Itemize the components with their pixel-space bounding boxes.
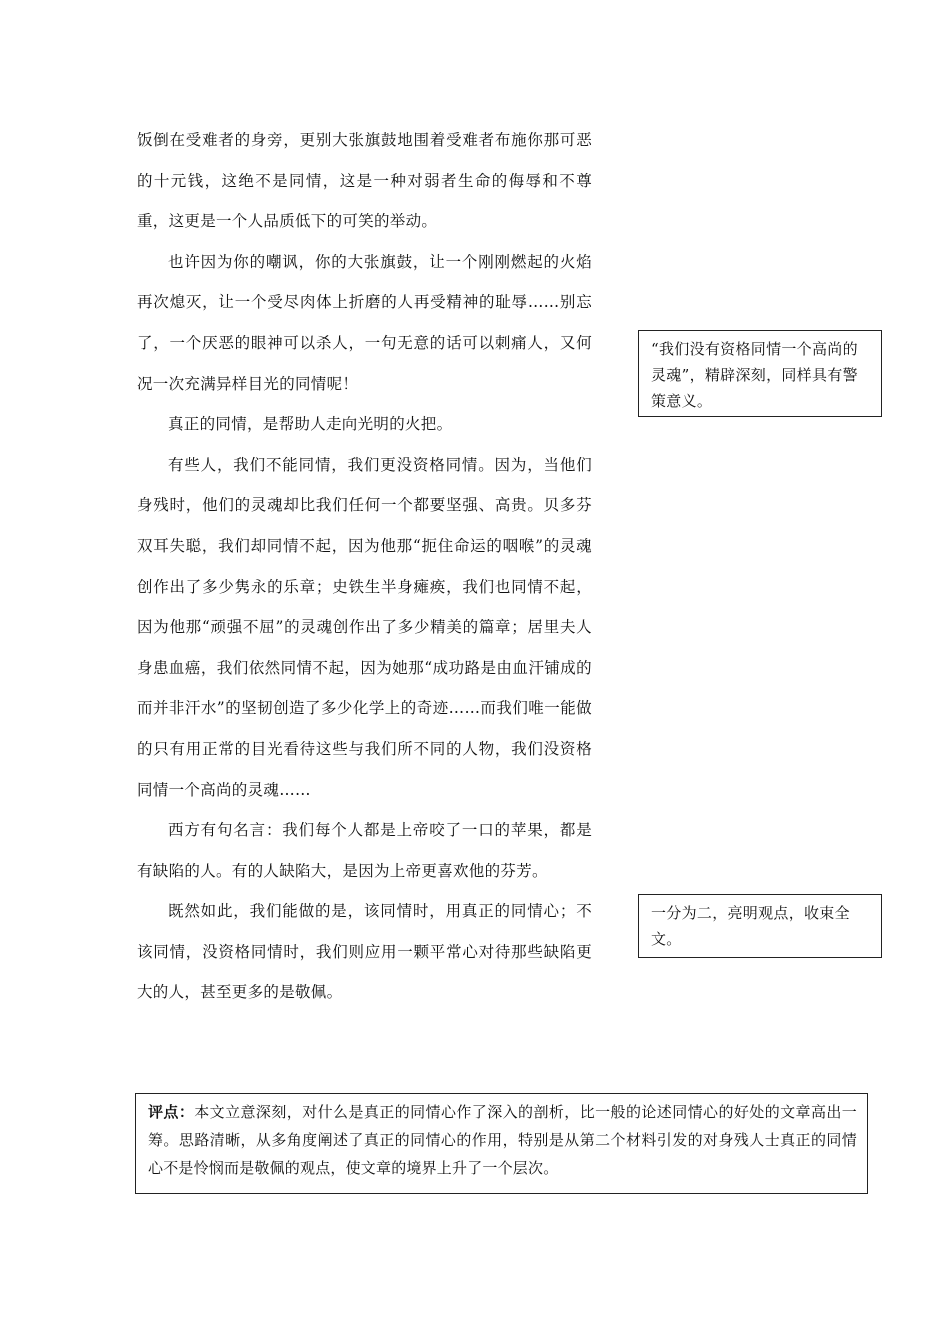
commentary-text: 本文立意深刻，对什么是真正的同情心作了深入的剖析，比一般的论述同情心的好处的文章高出一筹。思路清晰，从多角度阐述了真正的同情心的作用，特别是从第二个材料引发的对身残人士真正的同情心不是怜悯而是敬佩的观点，使文章的境界上升了一个层次。 bbox=[148, 1103, 857, 1177]
essay-paragraph: 既然如此，我们能做的是，该同情时，用真正的同情心；不该同情，没资格同情时，我们则应用一颗平常心对待那些缺陷更大的人，甚至更多的是敬佩。 bbox=[137, 902, 592, 1002]
essay-paragraph: 饭倒在受难者的身旁，更别大张旗鼓地围着受难者布施你那可恶的十元钱，这绝不是同情，这是一种对弱者生命的侮辱和不尊重，这更是一个人品质低下的可笑的举动。 bbox=[137, 131, 592, 231]
essay-paragraph: 西方有句名言：我们每个人都是上帝咬了一口的苹果，都是有缺陷的人。有的人缺陷大，是因为上帝更喜欢他的芬芳。 bbox=[137, 821, 592, 880]
essay-paragraph: 也许因为你的嘲讽，你的大张旗鼓，让一个刚刚燃起的火焰再次熄灭，让一个受尽肉体上折磨的人再受精神的耻辱……别忘了，一个厌恶的眼神可以杀人，一句无意的话可以刺痛人，又何况一次充满异样目光的同情呢！ bbox=[137, 252, 592, 393]
essay-body bbox=[137, 120, 592, 1013]
commentary-label: 评点： bbox=[148, 1103, 195, 1121]
essay-paragraph: 有些人，我们不能同情，我们更没资格同情。因为，当他们身残时，他们的灵魂却比我们任何一个都要坚强、高贵。贝多芬双耳失聪，我们却同情不起，因为他那“扼住命运的咽喉”的灵魂创作出了多少隽永的乐章；史铁生半身瘫痪，我们也同情不起，因为他那“顽强不屈”的灵魂创作出了多少精美的篇章；居里夫人身患血癌，我们依然同情不起，因为她那“成功路是由血汗铺成的而并非汗水”的坚韧创造了多少化学上的奇迹……而我们唯一能做的只有用正常的目光看待这些与我们所不同的人物，我们没资格同情一个高尚的灵魂…… bbox=[137, 455, 592, 799]
margin-annotation: “我们没有资格同情一个高尚的灵魂”，精辟深刻，同样具有警策意义。 bbox=[638, 330, 882, 417]
essay-paragraph: 真正的同情，是帮助人走向光明的火把。 bbox=[168, 415, 453, 434]
margin-annotation: 一分为二，亮明观点，收束全文。 bbox=[638, 894, 882, 958]
commentary-box bbox=[135, 1093, 868, 1194]
